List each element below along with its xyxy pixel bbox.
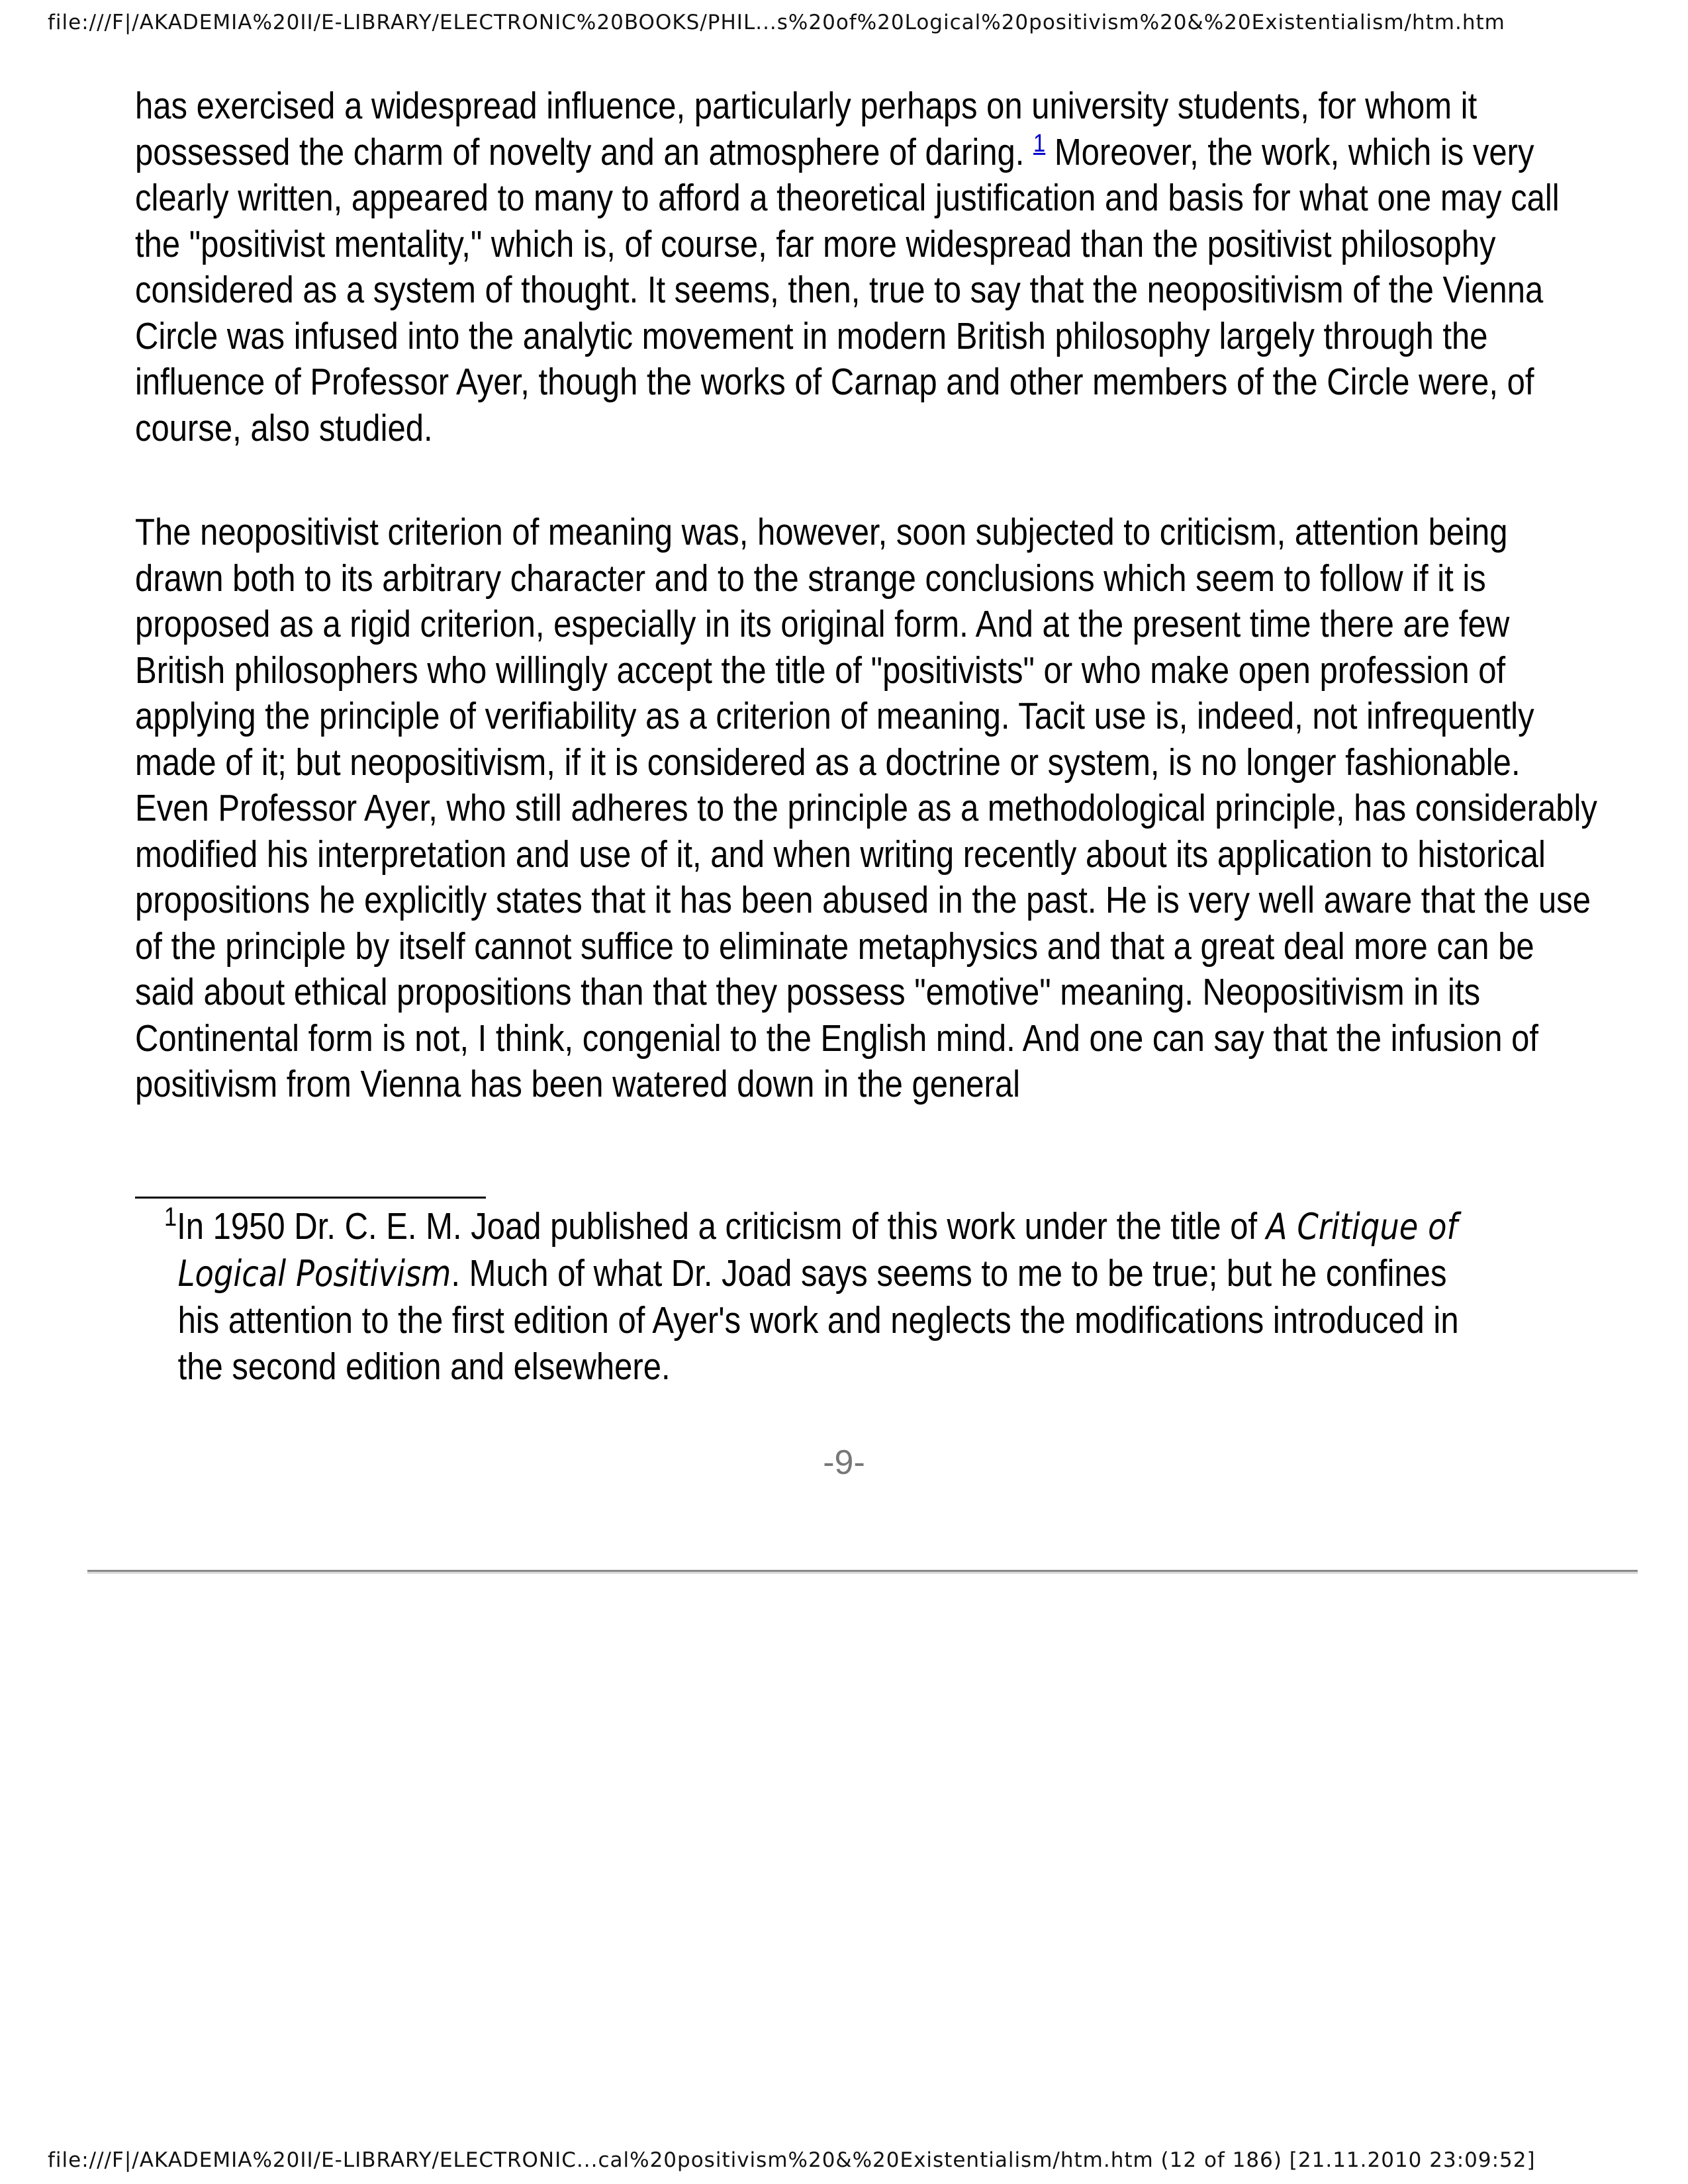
paragraph-1-text-before: has exercised a widespread influence, particularly perhaps on university students, for whom it possessed the charm of novelty and an atmosphere of daring. [135,85,1477,173]
page-number: -9- [823,1443,865,1482]
footnote-text-before: In 1950 Dr. C. E. M. Joad published a criticism of this work under the title of [177,1205,1258,1248]
header-file-path: file:///F|/AKADEMIA%20II/E-LIBRARY/ELECTRONIC%20BOOKS/PHIL...s%20of%20Logical%20positivism%20&%20Existentialism/htm.htm [48,11,1505,34]
footnote-book-title: A Critique of Logical Positivism [177,1206,1458,1295]
paragraph-2: The neopositivist criterion of meaning was, however, soon subjected to criticism, attention being drawn both to its arbitrary character and to the strange conclusions which seem to follow if it is proposed as a rigid criterion, especially in its original form. And at the present time there are few British philosophers who willingly accept the title of "positivists" or who make open profession of applying the principle of verifiability as a criterion of meaning. Tacit use is, indeed, not infrequently made of it; but neopositivism, if it is considered as a doctrine or system, is no longer fashionable. Even Professor Ayer, who still adheres to the principle as a methodological principle, has considerably modified his interpretation and use of it, and when writing recently about its application to historical propositions he explicitly states that it has been abused in the past. He is very well aware that the use of the principle by itself cannot suffice to eliminate metaphysics and that a great deal more can be said about ethical propositions than that they possess "emotive" meaning. Neopositivism in its Continental form is not, I think, congenial to the English mind. And one can say that the infusion of positivism from Vienna has been watered down in the general [135,511,1597,1105]
page-divider [87,1570,1638,1574]
footnote-marker: 1 [164,1203,177,1232]
footnote [164,1203,1491,1390]
footnote-reference-link[interactable]: 1 [1033,129,1046,158]
paragraph-1-text-after: Moreover, the work, which is very clearly written, appeared to many to afford a theoretical justification and basis for what one may call the "positivist mentality," which is, of course, far more widespread than the positivist philosophy considered as a system of thought. It seems, then, true to say that the neopositivism of the Vienna Circle was infused into the analytic movement in modern British philosophy largely through the influence of Professor Ayer, though the works of Carnap and other members of the Circle were, of course, also studied. [135,130,1560,449]
footer-file-path: file:///F|/AKADEMIA%20II/E-LIBRARY/ELECTRONIC...cal%20positivism%20&%20Existentialism/htm.htm (12 of 186) [21.11.2010 23:09:52] [48,2148,1536,2172]
main-content [135,83,1598,1105]
footnote-body [164,1203,1491,1390]
footnote-text-after: . Much of what Dr. Joad says seems to me to be true; but he confines his attention to the first edition of Ayer's work and neglects the modifications introduced in the second edition and elsewhere. [177,1252,1459,1388]
paragraph-1 [135,83,1598,451]
footnote-separator [135,1197,486,1199]
